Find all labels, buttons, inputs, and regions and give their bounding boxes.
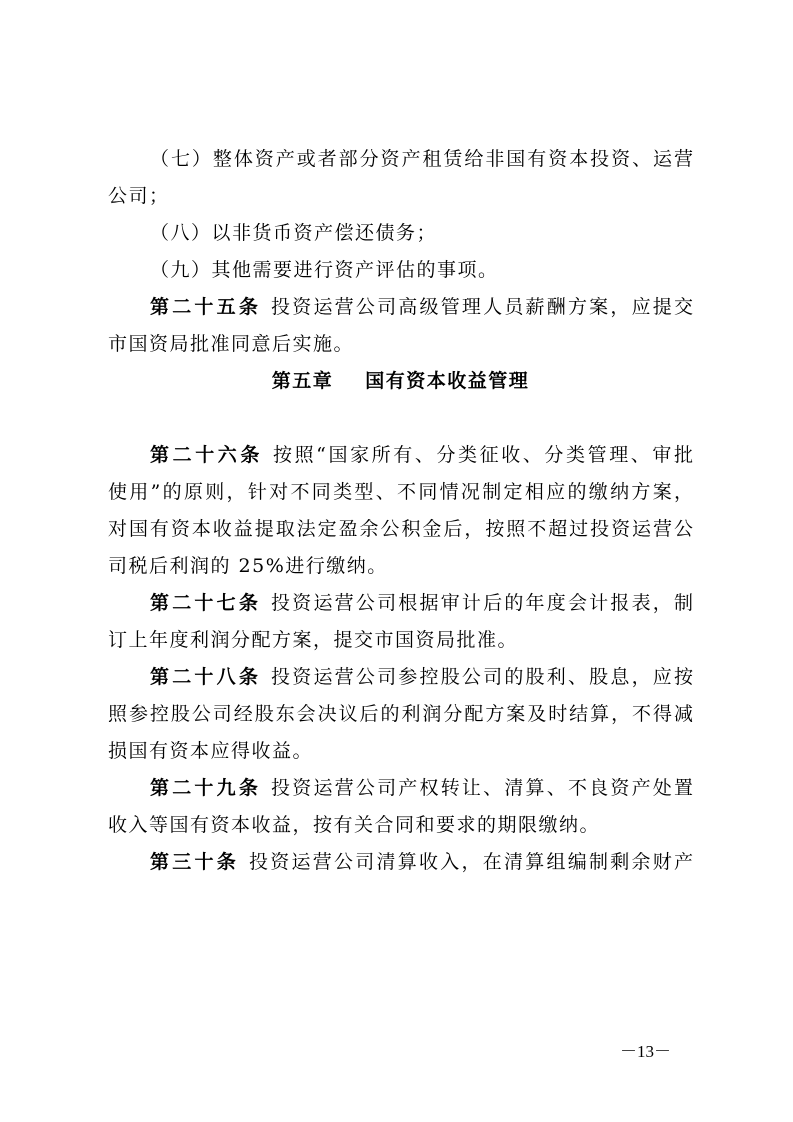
article-30-line-1 [108, 844, 693, 881]
article-26-line-4: 司税后利润的 25%进行缴纳。 [108, 555, 388, 577]
article-29-line-1 [108, 770, 693, 807]
article-30-heading: 第三十条 [150, 851, 239, 873]
article-27-line-1 [108, 585, 693, 622]
article-27-line-2: 订上年度利润分配方案，提交市国资局批准。 [108, 629, 519, 651]
item-9: （九）其他需要进行资产评估的事项。 [150, 259, 499, 281]
article-28-text: 投资运营公司参控股公司的股利、股息，应按 [271, 666, 693, 688]
chapter-heading [108, 363, 693, 400]
document-body [108, 141, 693, 881]
article-28-line-3: 损国有资本应得收益。 [108, 740, 314, 762]
chapter-title: 国有资本收益管理 [365, 370, 530, 392]
item-8: （八）以非货币资产偿还债务； [150, 222, 438, 244]
article-27-text: 投资运营公司根据审计后的年度会计报表，制 [271, 592, 693, 614]
article-28-heading: 第二十八条 [150, 666, 262, 688]
article-28-line-1 [108, 659, 693, 696]
article-26-text: 按照“国家所有、分类征收、分类管理、审批 [272, 444, 693, 466]
page-number: －13－ [620, 1042, 671, 1061]
article-28-line-2: 照参控股公司经股东会决议后的利润分配方案及时结算，不得减 [108, 703, 693, 725]
item-7-line-1: （七）整体资产或者部分资产租赁给非国有资本投资、运营 [150, 148, 693, 170]
article-29-text: 投资运营公司产权转让、清算、不良资产处置 [271, 777, 693, 799]
article-25-text: 投资运营公司高级管理人员薪酬方案，应提交 [271, 296, 693, 318]
chapter-number: 第五章 [271, 370, 334, 392]
article-29-line-2: 收入等国有资本收益，按有关合同和要求的期限缴纳。 [108, 814, 601, 836]
article-26-line-1 [108, 437, 693, 474]
article-25-line-1 [108, 289, 693, 326]
article-26-line-2: 使用”的原则，针对不同类型、不同情况制定相应的缴纳方案， [108, 481, 693, 503]
article-29-heading: 第二十九条 [150, 777, 262, 799]
article-25-heading: 第二十五条 [150, 296, 262, 318]
article-25-line-2: 市国资局批准同意后实施。 [108, 333, 355, 355]
article-30-text: 投资运营公司清算收入，在清算组编制剩余财产 [249, 851, 693, 873]
article-26-line-3: 对国有资本收益提取法定盈余公积金后，按照不超过投资运营公 [108, 518, 693, 540]
article-26-heading: 第二十六条 [150, 444, 263, 466]
item-7-line-2: 公司； [108, 185, 170, 207]
article-27-heading: 第二十七条 [150, 592, 262, 614]
